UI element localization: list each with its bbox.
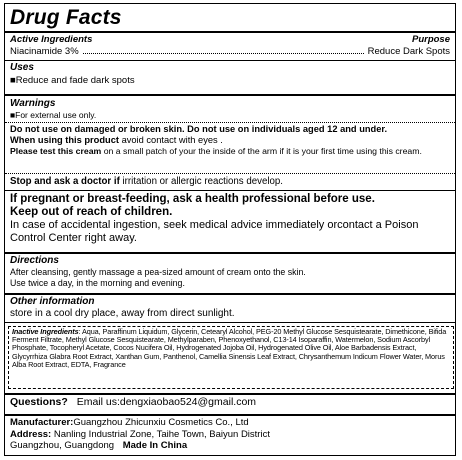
made-in-label: Made In China — [122, 440, 188, 451]
active-ingredients-section — [5, 34, 455, 57]
warnings-heading: Warnings — [10, 98, 56, 109]
directions-heading: Directions — [10, 255, 59, 266]
when-using-text: When using this product avoid contact with eyes . — [10, 135, 223, 145]
contact-email: Email us:dengxiaobao524@gmail.com — [76, 396, 257, 408]
active-ingredient: Niacinamide 3% — [10, 46, 79, 57]
inactive-ingredients-box — [8, 326, 454, 389]
divider — [5, 293, 455, 295]
divider — [5, 190, 455, 191]
divider — [5, 60, 455, 61]
uses-heading: Uses — [10, 62, 34, 73]
do-not-use-section — [5, 124, 455, 157]
other-information-heading: Other information — [10, 296, 95, 307]
other-information-section — [5, 296, 455, 320]
divider — [5, 322, 455, 323]
pregnancy-text: If pregnant or breast-feeding, ask a health professional before use. — [10, 193, 375, 205]
address-line: Address: Nanling Industrial Zone, Taihe Town, Baiyun District — [10, 428, 270, 440]
inactive-ingredients-text: : Aqua, Paraffinum Liquidum, Glycerin, Cetearyl Alcohol, PEG-20 Methyl Glucose Sesquistearate, Dimethicone, Bifida Ferment Filtrate, Methyl Glucose Sesquistearate, Methylparaben, Phenoxyethanol, C13-14 Isoparaffin, Watermelon, Sodium Ascorbyl Phosphate, Tocopheryl Acetate, Cocos Nucifera Oil, Hydrogenated Jojoba Oil, Hydrogenated Olive Oil, Aloe Barbadensis Extract, Glycyrrhiza Glabra Root Extract, Xanthan Gum, Panthenol, Camellia Sinensis Leaf Extract, Chrysanthemum Indicum Flower Water, Morus Alba Root Extract, EDTA, Fragrance — [12, 327, 447, 369]
patch-test-text: Please test this cream on a small patch of your the inside of the arm if it is your first time using this cream. — [10, 146, 422, 156]
manufacturer-section — [5, 417, 455, 452]
leader-dots — [83, 53, 364, 54]
stop-use-text: Stop and ask a doctor if irritation or allergic reactions develop. — [10, 176, 283, 187]
divider — [5, 393, 455, 395]
drug-facts-label — [4, 3, 456, 456]
bullet-icon: ■ — [10, 75, 16, 86]
inactive-ingredients-heading: Inactive Ingredients — [12, 327, 79, 336]
drug-facts-title-section — [5, 6, 455, 30]
warnings-section — [5, 98, 455, 120]
uses-section — [5, 62, 455, 86]
divider — [5, 414, 455, 416]
stop-use-section — [5, 176, 455, 187]
ingestion-text: In case of accidental ingestion, seek medical advice immediately orcontact a Poison Control Center right away. — [10, 219, 419, 244]
divider — [5, 173, 455, 174]
pregnancy-section — [5, 193, 455, 245]
do-not-use-text: Do not use on damaged or broken skin. Do not use on individuals aged 12 and under. — [10, 124, 388, 134]
active-ingredients-heading: Active Ingredients — [10, 34, 93, 45]
drug-facts-title: Drug Facts — [10, 6, 122, 29]
questions-section — [5, 396, 455, 409]
directions-line-1: After cleansing, gently massage a pea-sized amount of cream onto the skin. — [10, 267, 306, 277]
external-use-note: ■For external use only. — [10, 110, 97, 120]
directions-line-2: Use twice a day, in the morning and evening. — [10, 277, 185, 288]
storage-text: store in a cool dry place, away from direct sunlight. — [10, 308, 235, 319]
manufacturer-line: Manufacturer:Guangzhou Zhicunxiu Cosmetics Co., Ltd — [10, 417, 249, 428]
divider — [5, 122, 455, 123]
divider — [5, 94, 455, 96]
directions-section — [5, 255, 455, 288]
divider — [5, 31, 455, 33]
uses-item: ■Reduce and fade dark spots — [10, 75, 135, 86]
active-purpose: Reduce Dark Spots — [367, 46, 450, 57]
keep-out-text: Keep out of reach of children. — [10, 206, 173, 218]
questions-label: Questions? — [10, 396, 68, 408]
city-line: Guangzhou, Guangdong Made In China — [10, 440, 188, 451]
purpose-heading: Purpose — [411, 34, 450, 45]
divider — [5, 252, 455, 254]
